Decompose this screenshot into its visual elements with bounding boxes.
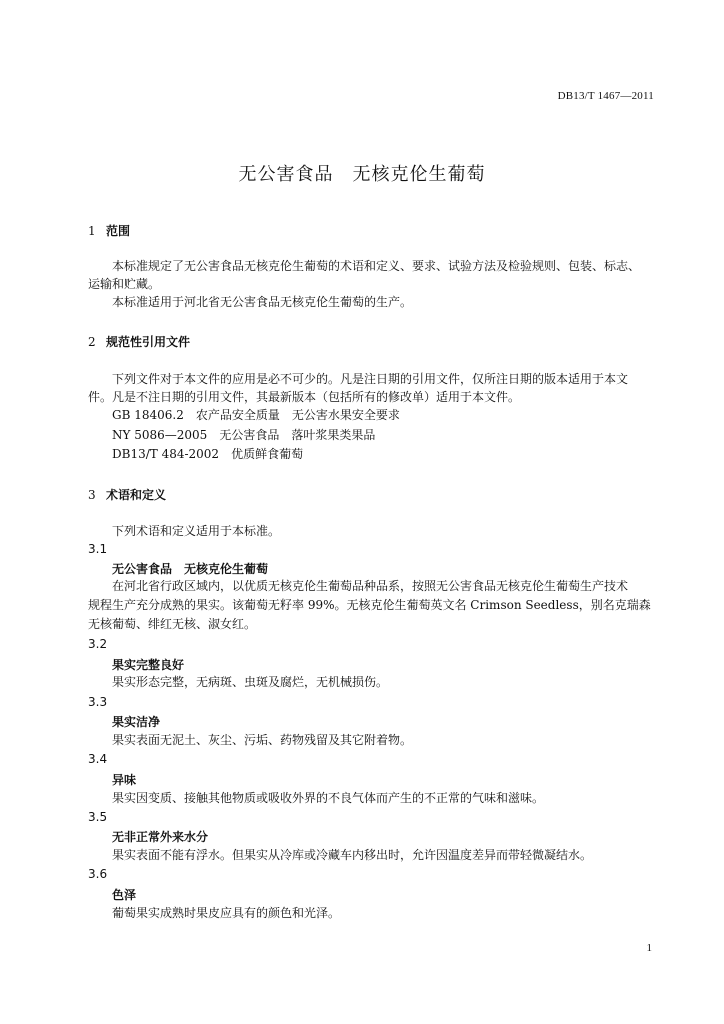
paragraph-line: 下列文件对于本文件的应用是必不可少的。凡是注日期的引用文件，仅所注日期的版本适用于本文 xyxy=(112,372,629,386)
section-2-heading xyxy=(88,333,190,350)
paragraph-line: 件。凡是不注日期的引用文件，其最新版本（包括所有的修改单）适用于本文件。 xyxy=(88,390,521,404)
term-number: 3.3 xyxy=(88,695,108,709)
section-number: 1 xyxy=(88,224,96,238)
section-number: 2 xyxy=(88,335,96,349)
section-1-heading xyxy=(88,222,130,239)
paragraph-line: 运输和贮藏。 xyxy=(88,277,161,291)
section-number: 3 xyxy=(88,488,96,502)
term-definition-line: 果实表面不能有浮水。但果实从冷库或冷藏车内移出时，允许因温度差异而带轻微凝结水。 xyxy=(112,848,593,862)
reference-item: DB13/T 484-2002 优质鲜食葡萄 xyxy=(112,447,304,461)
term-title: 果实完整良好 xyxy=(112,658,185,672)
section-title: 术语和定义 xyxy=(106,488,167,502)
paragraph-line: 下列术语和定义适用于本标准。 xyxy=(112,524,281,538)
reference-item: NY 5086—2005 无公害食品 落叶浆果类果品 xyxy=(112,428,376,442)
term-title: 异味 xyxy=(112,773,137,787)
term-definition-line: 规程生产充分成熟的果实。该葡萄无籽率 99%。无核克伦生葡萄英文名 Crimson Seedless，别名克瑞森 xyxy=(88,598,651,612)
term-title: 色泽 xyxy=(112,888,137,902)
document-title: 无公害食品 无核克伦生葡萄 xyxy=(238,164,486,185)
paragraph-line: 本标准适用于河北省无公害食品无核克伦生葡萄的生产。 xyxy=(112,295,413,309)
term-definition-line: 果实因变质、接触其他物质或吸收外界的不良气体而产生的不正常的气味和滋味。 xyxy=(112,791,545,805)
term-definition-line: 无核葡萄、绯红无核、淑女红。 xyxy=(88,617,257,631)
term-title: 果实洁净 xyxy=(112,715,161,729)
term-definition-line: 在河北省行政区域内，以优质无核克伦生葡萄品种品系，按照无公害食品无核克伦生葡萄生产技术 xyxy=(112,579,629,593)
term-number: 3.6 xyxy=(88,867,108,881)
section-title: 规范性引用文件 xyxy=(106,335,191,349)
term-definition-line: 葡萄果实成熟时果皮应具有的颜色和光泽。 xyxy=(112,906,341,920)
section-title: 范围 xyxy=(106,224,131,238)
reference-item: GB 18406.2 农产品安全质量 无公害水果安全要求 xyxy=(112,408,400,422)
term-number: 3.2 xyxy=(88,637,108,651)
term-number: 3.1 xyxy=(88,542,108,556)
term-title: 无非正常外来水分 xyxy=(112,830,209,844)
term-definition-line: 果实表面无泥土、灰尘、污垢、药物残留及其它附着物。 xyxy=(112,733,413,747)
section-3-heading xyxy=(88,486,166,503)
document-code: DB13/T 1467—2011 xyxy=(557,90,654,102)
term-number: 3.4 xyxy=(88,752,108,766)
paragraph-line: 本标准规定了无公害食品无核克伦生葡萄的术语和定义、要求、试验方法及检验规则、包装、标志、 xyxy=(112,259,641,273)
term-title: 无公害食品 无核克伦生葡萄 xyxy=(112,562,269,576)
page-number: 1 xyxy=(646,942,652,954)
term-number: 3.5 xyxy=(88,810,108,824)
term-definition-line: 果实形态完整，无病斑、虫斑及腐烂，无机械损伤。 xyxy=(112,675,389,689)
